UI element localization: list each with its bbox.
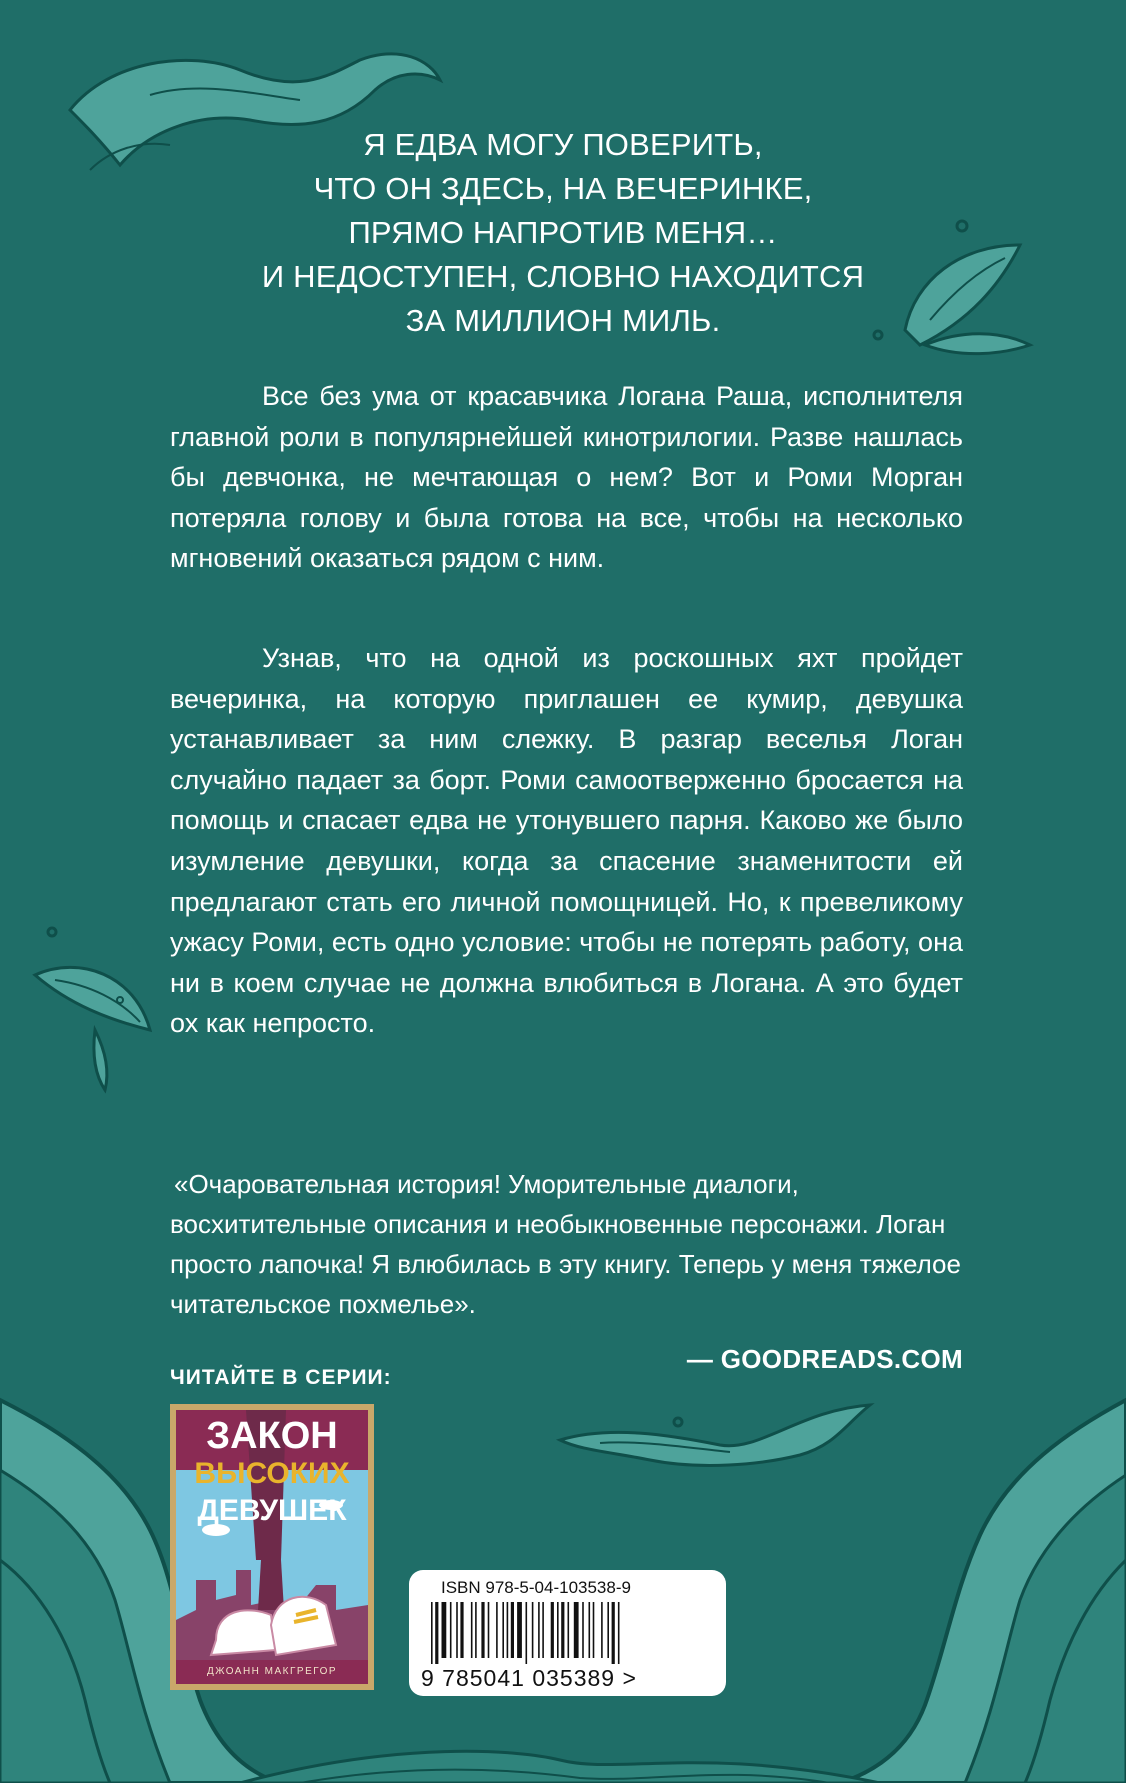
- barcode-bar: [435, 1602, 438, 1664]
- barcode-bar: [618, 1602, 620, 1664]
- barcode-bar: [456, 1602, 458, 1658]
- barcode-bar: [601, 1602, 603, 1658]
- barcode-icon: [427, 1602, 712, 1664]
- book-title-line: ЗАКОН: [206, 1415, 338, 1457]
- barcode-bar: [568, 1602, 570, 1658]
- tagline-line: И НЕДОСТУПЕН, СЛОВНО НАХОДИТСЯ: [261, 259, 865, 294]
- barcode-bar: [511, 1602, 514, 1658]
- barcode-bar: [551, 1602, 554, 1658]
- tagline-line: ЗА МИЛЛИОН МИЛЬ.: [405, 303, 721, 338]
- barcode-bar: [542, 1602, 544, 1658]
- barcode-bar: [526, 1602, 528, 1664]
- barcode-bar: [517, 1602, 522, 1658]
- book-author: ДЖОАНН МАКГРЕГОР: [176, 1660, 368, 1684]
- barcode-bar: [561, 1602, 564, 1658]
- wave-splash-icon: [560, 1405, 870, 1465]
- tagline-line: Я ЕДВА МОГУ ПОВЕРИТЬ,: [363, 127, 763, 162]
- tagline-line: ПРЯМО НАПРОТИВ МЕНЯ…: [348, 215, 778, 250]
- barcode-bar: [496, 1602, 498, 1658]
- barcode-bar: [607, 1602, 609, 1658]
- barcode-bar: [507, 1602, 509, 1658]
- book-title-line: ДЕВУШЕК: [197, 1494, 347, 1527]
- book-title-line: ВЫСОКИХ: [194, 1457, 350, 1490]
- barcode-bar: [442, 1602, 447, 1658]
- barcode-bar: [502, 1602, 504, 1658]
- book-cover-art: [176, 1410, 368, 1684]
- barcode-bar: [538, 1602, 540, 1658]
- book-title: [176, 1415, 368, 1529]
- description-paragraph: Узнав, что на одной из роскошных яхт пройдет вечеринка, на которую приглашен ее кумир, девушка устанавливает за ним слежку. В разгар веселья Логан случайно падает за борт. Роми самоотверженно бросается на помощь и спасает едва не утонувшего парня. Каково же было изумление девушки, когда за спасение знаменитости ей предлагают стать его личной помощницей. Но, к превеликому ужасу Роми, есть одно условие: чтобы не потерять работу, она ни в коем случае не должна влюбиться в Логана. А это будет ох как непросто.: [170, 643, 963, 1039]
- barcode-bar: [557, 1602, 559, 1658]
- barcode-bar: [475, 1602, 477, 1658]
- barcode-digits: 9 785041 035389 >: [421, 1665, 637, 1691]
- review-quote: «Очаровательная история! Уморительные диалоги, восхитительные описания и необыкновенные персонажи. Логан просто лапочка! Я влюбилась в эту книгу. Теперь у меня тяжелое читательское похмелье».: [170, 1169, 961, 1319]
- barcode-bar: [460, 1602, 463, 1658]
- isbn-number: ISBN 978-5-04-103538-9: [441, 1578, 631, 1597]
- barcode-bar: [481, 1602, 484, 1658]
- barcode-area: [409, 1570, 726, 1696]
- barcode-bar: [582, 1602, 584, 1658]
- series-label: ЧИТАЙТЕ В СЕРИИ:: [170, 1366, 392, 1389]
- water-drop-icon: [35, 967, 150, 1030]
- barcode-bar: [450, 1602, 452, 1658]
- tagline-line: ЧТО ОН ЗДЕСЬ, НА ВЕЧЕРИНКЕ,: [313, 171, 813, 206]
- series-book-cover: [170, 1404, 374, 1690]
- barcode-bar: [488, 1602, 490, 1658]
- barcode-bar: [532, 1602, 534, 1658]
- barcode-bar: [593, 1602, 595, 1658]
- barcode-bar: [612, 1602, 615, 1664]
- description-paragraph: Все без ума от красавчика Логана Раша, исполнителя главной роли в популярнейшей кинотрилогии. Разве нашлась бы девчонка, не мечтающая о нем? Вот и Роми Морган потеряла голову и была готова на все, чтобы на несколько мгновений оказаться рядом с ним.: [170, 381, 963, 574]
- barcode-bar: [574, 1602, 579, 1658]
- barcode-bar: [471, 1602, 473, 1658]
- tagline: [150, 123, 976, 343]
- barcode-bar: [431, 1602, 433, 1664]
- barcode-bar: [589, 1602, 591, 1658]
- review-source: — GOODREADS.COM: [686, 1344, 963, 1374]
